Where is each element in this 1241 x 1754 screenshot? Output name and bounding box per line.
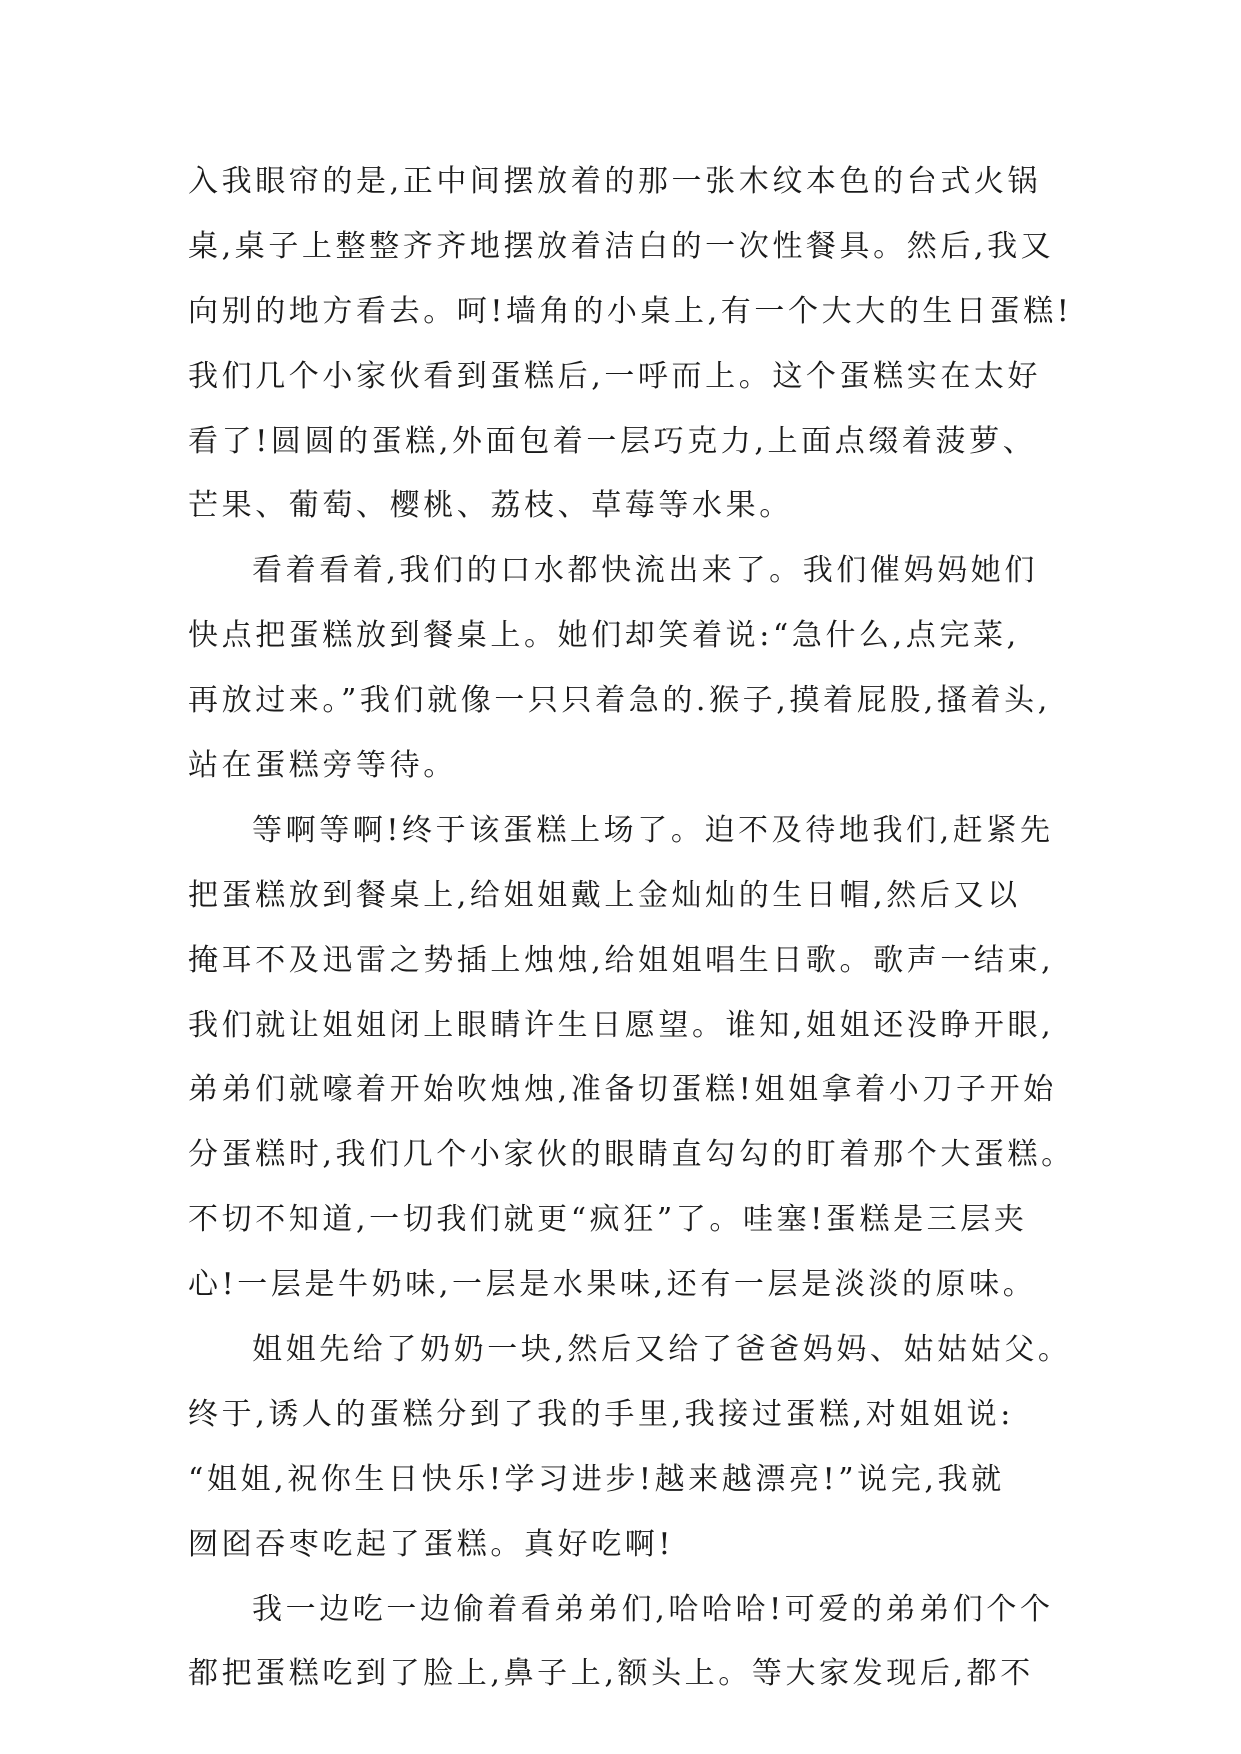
text-line: 再放过来。”我们就像一只只着急的.猴子,摸着屁股,搔着头,: [188, 683, 1051, 719]
text-line: 囫囵吞枣吃起了蛋糕。真好吃啊!: [188, 1526, 675, 1562]
text-line: “姐姐,祝你生日快乐!学习进步!越来越漂亮!”说完,我就: [188, 1461, 1005, 1497]
text-line: 我们几个小家伙看到蛋糕后,一呼而上。这个蛋糕实在太好: [188, 358, 1042, 394]
paragraph-first-line: 等啊等啊!终于该蛋糕上场了。迫不及待地我们,赶紧先: [252, 812, 1054, 848]
text-line: 心!一层是牛奶味,一层是水果味,还有一层是淡淡的原味。: [188, 1267, 1037, 1303]
text-line: 向别的地方看去。呵!墙角的小桌上,有一个大大的生日蛋糕!: [188, 293, 1073, 329]
text-line: 入我眼帘的是,正中间摆放着的那一张木纹本色的台式火锅: [188, 164, 1042, 199]
text-line: 掩耳不及迅雷之势插上烛烛,给姐姐唱生日歌。歌声一结束,: [188, 942, 1055, 978]
text-line: 分蛋糕时,我们几个小家伙的眼睛直勾勾的盯着那个大蛋糕。: [188, 1137, 1075, 1173]
paragraph-first-line: 姐姐先给了奶奶一块,然后又给了爸爸妈妈、姑姑姑父。: [252, 1332, 1072, 1368]
text-line: 快点把蛋糕放到餐桌上。她们却笑着说:“急什么,点完菜,: [188, 618, 1020, 654]
text-line: 芒果、葡萄、樱桃、荔枝、草莓等水果。: [188, 488, 793, 524]
essay-text: [188, 150, 1075, 1707]
text-line: 不切不知道,一切我们就更“疯狂”了。哇塞!蛋糕是三层夹: [188, 1202, 1028, 1238]
text-line: 把蛋糕放到餐桌上,给姐姐戴上金灿灿的生日帽,然后又以: [188, 877, 1021, 913]
text-line: 都把蛋糕吃到了脸上,鼻子上,额头上。等大家发现后,都不: [188, 1656, 1034, 1692]
text-line: 看了!圆圆的蛋糕,外面包着一层巧克力,上面点缀着菠萝、: [188, 423, 1037, 459]
text-line: 终于,诱人的蛋糕分到了我的手里,我接过蛋糕,对姐姐说:: [188, 1396, 1014, 1432]
paragraph-first-line: 我一边吃一边偷着看弟弟们,哈哈哈!可爱的弟弟们个个: [252, 1591, 1054, 1627]
text-line: 我们就让姐姐闭上眼睛许生日愿望。谁知,姐姐还没睁开眼,: [188, 1007, 1055, 1043]
paragraph-first-line: 看着看着,我们的口水都快流出来了。我们催妈妈她们: [252, 553, 1038, 589]
text-line: 站在蛋糕旁等待。: [188, 748, 457, 784]
text-line: 桌,桌子上整整齐齐地摆放着洁白的一次性餐具。然后,我又: [188, 228, 1055, 264]
text-line: 弟弟们就嚎着开始吹烛烛,准备切蛋糕!姐姐拿着小刀子开始: [188, 1072, 1057, 1108]
